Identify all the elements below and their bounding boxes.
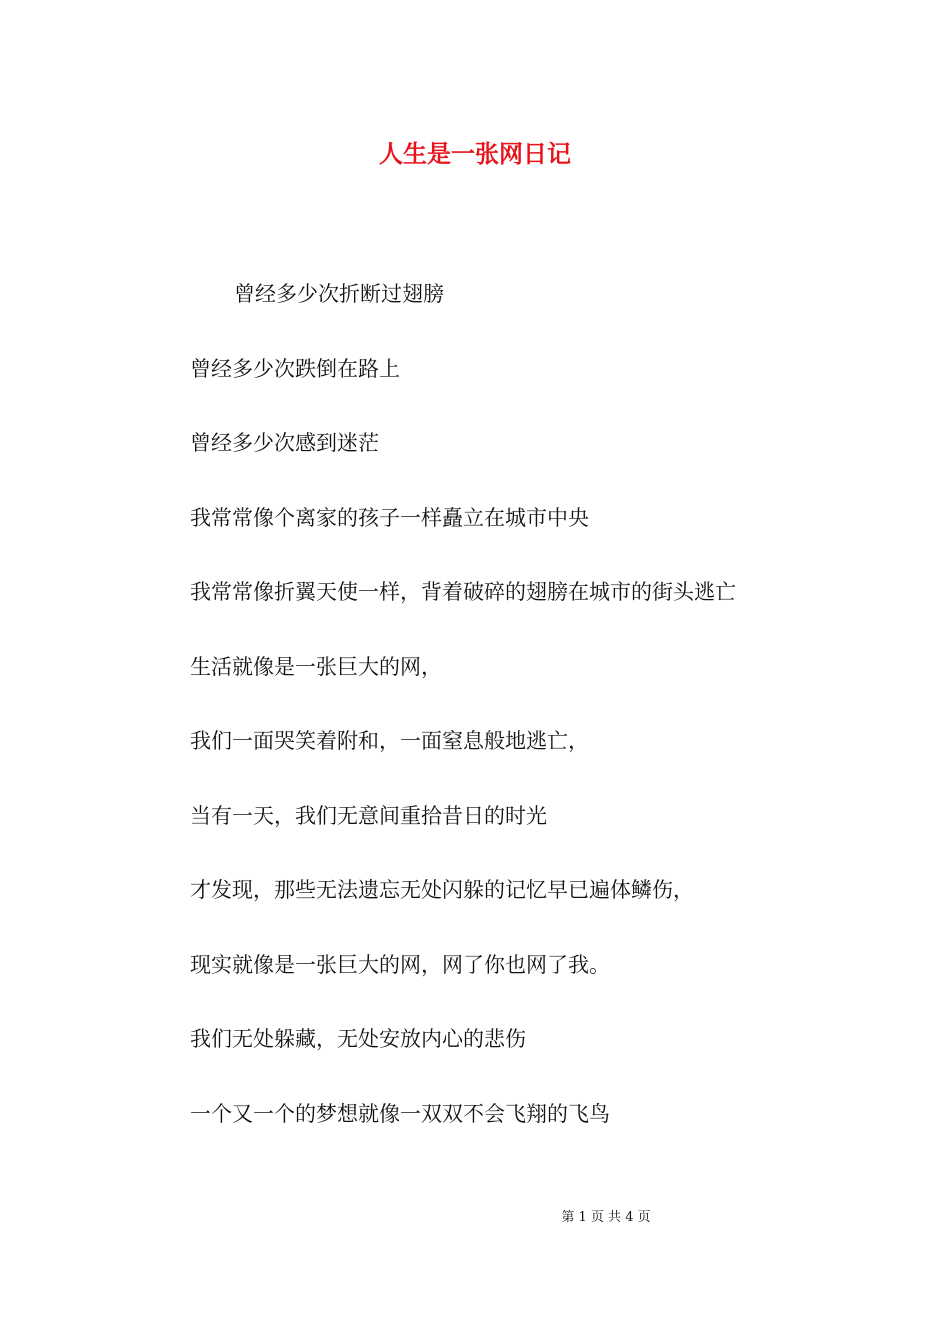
poem-line: 我们无处躲藏，无处安放内心的悲伤 — [190, 1027, 526, 1051]
poem-line: 生活就像是一张巨大的网， — [190, 654, 442, 679]
poem-line: 曾经多少次折断过翅膀 — [234, 282, 444, 306]
poem-line: 我常常像折翼天使一样，背着破碎的翅膀在城市的街头逃亡 — [190, 580, 736, 604]
poem-line: 曾经多少次跌倒在路上 — [190, 356, 400, 381]
poem-line: 现实就像是一张巨大的网，网了你也网了我。 — [190, 952, 610, 977]
poem-line: 才发现，那些无法遗忘无处闪躲的记忆早已遍体鳞伤， — [190, 878, 694, 902]
page-footer — [0, 1208, 950, 1228]
poem-line: 我常常像个离家的孩子一样矗立在城市中央 — [190, 505, 589, 530]
page-number-label: 第 1 页 共 4 页 — [561, 1210, 651, 1225]
poem-line: 曾经多少次感到迷茫 — [190, 431, 379, 455]
poem-line: 当有一天，我们无意间重拾昔日的时光 — [190, 803, 547, 828]
document-title: 人生是一张网日记 — [379, 139, 571, 168]
poem-body — [190, 278, 830, 1172]
poem-line: 一个又一个的梦想就像一双双不会飞翔的飞鸟 — [190, 1101, 610, 1126]
poem-line: 我们一面哭笑着附和，一面窒息般地逃亡， — [190, 729, 589, 753]
